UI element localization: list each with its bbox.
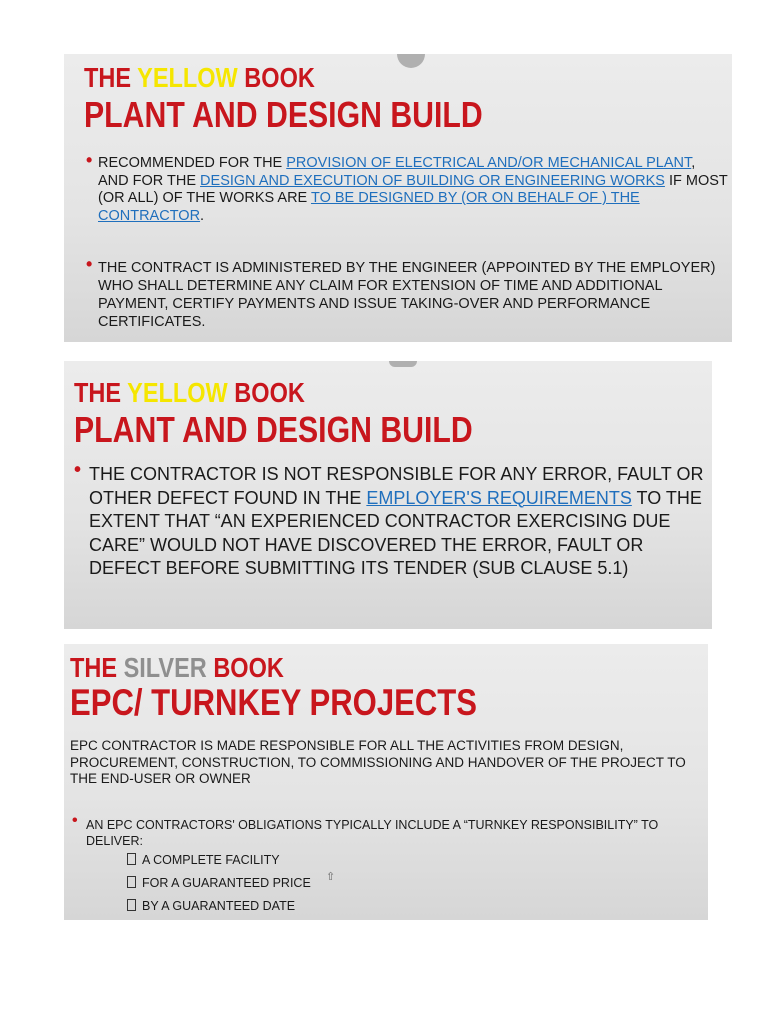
slide-title — [74, 377, 305, 409]
list-item — [127, 853, 280, 867]
bullet-text: THE CONTRACT IS ADMINISTERED BY THE ENGINEER (APPOINTED BY THE EMPLOYER) WHO SHALL DETERMINE ANY CLAIM FOR EXTENSION OF TIME AND ADDITIONAL PAYMENT, CERTIFY PAYMENTS AND ISSUE TAKING-OVER AND PERFORMANCE CERTIFICATES. — [98, 260, 716, 330]
bullet-text-part: . — [200, 207, 205, 224]
checkbox-glyph-icon — [127, 876, 136, 888]
link-provision[interactable]: PROVISION OF ELECTRICAL AND/OR MECHANICAL PLANT — [286, 155, 692, 171]
list-item-label: FOR A GUARANTEED PRICE — [142, 876, 311, 890]
slide-subtitle: PLANT AND DESIGN BUILD — [84, 94, 483, 135]
intro-text: EPC CONTRACTOR IS MADE RESPONSIBLE FOR ALL THE ACTIVITIES FROM DESIGN, PROCUREMENT, CONSTRUCTION, TO COMMISSIONING AND HANDOVER OF THE PROJECT TO THE END-USER OR OWNER — [70, 738, 686, 786]
title-suffix: BOOK — [227, 377, 305, 408]
bullet-dot-icon: • — [86, 150, 93, 170]
title-highlight: SILVER — [123, 652, 207, 683]
slide-silver-book — [64, 644, 708, 920]
bullet-text-part: RECOMMENDED FOR THE — [98, 155, 287, 171]
bullet-text: AN EPC CONTRACTORS' OBLIGATIONS TYPICALLY INCLUDE A “TURNKEY RESPONSIBILITY” TO DELIVER: — [86, 818, 659, 848]
slide-yellow-book-2 — [64, 361, 712, 629]
list-item — [127, 899, 295, 913]
link-design-execution[interactable]: DESIGN AND EXECUTION OF BUILDING OR ENGINEERING WORKS — [200, 172, 665, 189]
list-item — [127, 876, 311, 890]
checkbox-glyph-icon — [127, 899, 136, 911]
slide-subtitle: PLANT AND DESIGN BUILD — [74, 409, 473, 450]
title-highlight: YELLOW — [137, 62, 238, 93]
bullet-dot-icon: • — [72, 812, 78, 829]
slide-title — [84, 62, 315, 94]
video-control-tab — [389, 361, 417, 367]
bullet-text-part: , AND FOR THE — [98, 155, 696, 189]
slide-subtitle: EPC/ TURNKEY PROJECTS — [70, 682, 478, 723]
slide-title — [70, 652, 284, 684]
title-suffix: BOOK — [237, 62, 315, 93]
link-designed-by-contractor[interactable]: TO BE DESIGNED BY (OR ON BEHALF OF ) THE CONTRACTOR — [98, 190, 640, 224]
bullet-dot-icon: • — [86, 254, 93, 274]
title-prefix: THE — [84, 62, 138, 93]
bullet-text-part: THE CONTRACTOR IS NOT RESPONSIBLE FOR ANY ERROR, FAULT OR OTHER DEFECT FOUND IN THE — [89, 464, 704, 508]
title-prefix: THE — [74, 377, 128, 408]
title-highlight: YELLOW — [127, 377, 228, 408]
bullet-dot-icon: • — [74, 459, 82, 481]
title-prefix: THE — [70, 652, 124, 683]
list-item-label: A COMPLETE FACILITY — [142, 853, 280, 867]
bullet-text — [98, 155, 728, 225]
bullet-text-part: TO THE EXTENT THAT “AN EXPERIENCED CONTRACTOR EXERCISING DUE CARE” WOULD NOT HAVE DISCOVERED THE ERROR, FAULT OR DEFECT BEFORE SUBMITTING ITS TENDER (SUB CLAUSE 5.1) — [89, 487, 702, 578]
link-employers-requirements[interactable]: EMPLOYER'S REQUIREMENTS — [366, 487, 632, 508]
bullet-text-part: IF MOST (OR ALL) OF THE WORKS ARE — [98, 172, 728, 206]
video-control-tab — [397, 54, 425, 68]
list-item-label: BY A GUARANTEED DATE — [142, 899, 296, 913]
bullet-text — [89, 463, 709, 581]
slide-yellow-book-1 — [64, 54, 732, 342]
title-suffix: BOOK — [206, 652, 284, 683]
checkbox-glyph-icon — [127, 853, 136, 865]
mouse-cursor-icon: ⇧ — [326, 871, 336, 883]
